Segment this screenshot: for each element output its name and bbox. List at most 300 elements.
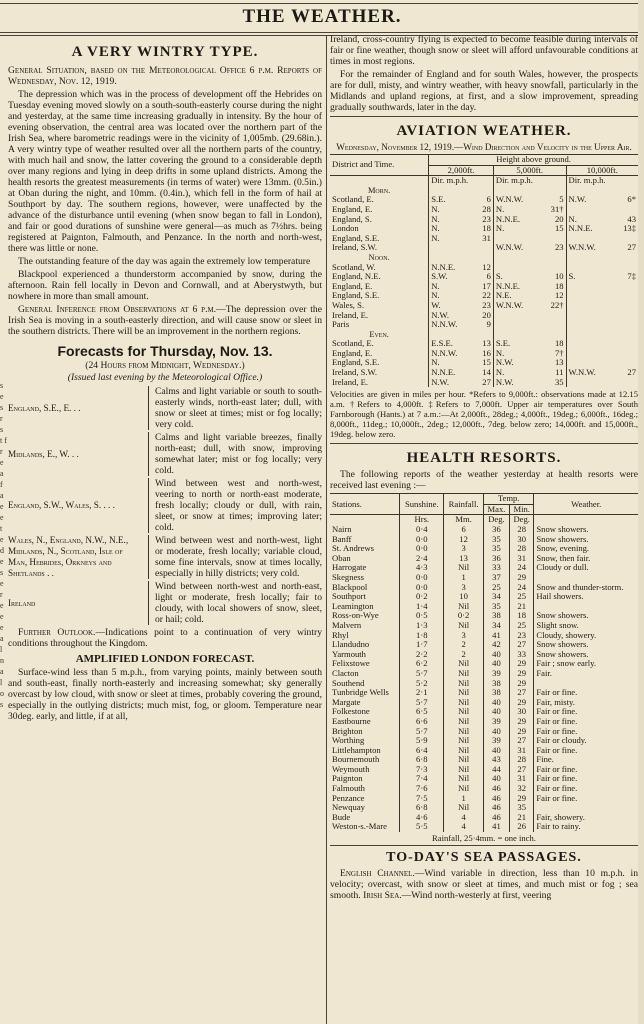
station-name: Eastbourne <box>332 715 371 726</box>
station-name: Falmouth <box>332 783 365 794</box>
forecast-region: England, S.E., E. . . <box>8 402 81 413</box>
station-name: Weston-s.-Mare <box>332 821 387 832</box>
page-title: THE WEATHER. <box>242 6 402 27</box>
sunshine: 1·7 <box>400 640 444 650</box>
rainfall: 10 <box>444 592 484 602</box>
forecast-issued: (Issued last evening by the Meteorological Office.) <box>67 372 263 383</box>
wind-direction: N.W. <box>493 378 540 388</box>
wind-direction: N.N.W. <box>429 349 474 359</box>
wind-speed: 18 <box>554 280 564 291</box>
wind-speed: 43 <box>627 213 636 224</box>
rainfall: Nil <box>444 717 484 727</box>
wind-direction: N. <box>429 205 474 215</box>
sunshine: 7·4 <box>400 774 444 784</box>
temp-min: 21 <box>509 602 533 612</box>
wind-direction: N. <box>429 215 474 225</box>
aviation-row <box>330 243 638 253</box>
weather-text: Fair or fine. <box>534 727 638 737</box>
wind-speed: 23 <box>482 213 491 224</box>
temp-max: 38 <box>483 679 509 689</box>
rainfall: Nil <box>444 669 484 679</box>
health-row <box>330 794 638 804</box>
station-name: Weymouth <box>332 763 370 774</box>
wind-direction: S.E. <box>493 339 540 349</box>
temp-max: 39 <box>483 717 509 727</box>
temp-max: 33 <box>483 563 509 573</box>
aviation-row <box>330 320 638 330</box>
station-name: Southport <box>332 591 366 602</box>
temp-max: 44 <box>483 765 509 775</box>
wind-direction: N.W. <box>566 195 613 205</box>
temp-min: 28 <box>509 755 533 765</box>
sunshine: 4·3 <box>400 563 444 573</box>
page-edge <box>638 0 644 1024</box>
weather-text: Fair or fine. <box>534 765 638 775</box>
outlook-text: —Indications point to a continuation of very wintry conditions throughout the Kingdom. <box>8 627 322 649</box>
aviation-group-label: Noon. <box>368 252 390 262</box>
station-name: Skegness <box>332 572 364 582</box>
health-row <box>330 631 638 641</box>
forecast-region: Ireland <box>8 597 36 608</box>
temp-min: 27 <box>509 688 533 698</box>
sunshine: 5·7 <box>400 669 444 679</box>
weather-text: Fair or fine. <box>534 717 638 727</box>
rainfall: 4 <box>444 822 484 832</box>
forecast-row <box>8 478 322 533</box>
sea-passages-heading: TO-DAY'S SEA PASSAGES. <box>386 850 582 866</box>
rainfall: Nil <box>444 765 484 775</box>
wind-direction: N. <box>429 234 474 244</box>
wind-direction: N.N.E. <box>493 282 540 292</box>
wind-speed: 15 <box>554 223 564 234</box>
wind-speed <box>613 349 638 359</box>
forecast-region: Wales, N., England, N.W., N.E., Midlands, N., Scotland, Isle of Man, Hebrides, Orkneys and Shetlands . . <box>8 535 129 578</box>
weather-text: Fair or fine. <box>534 707 638 717</box>
health-row <box>330 563 638 573</box>
rainfall: 3 <box>444 544 484 554</box>
wind-direction: S. <box>493 272 540 282</box>
temp-min: 30 <box>509 535 533 545</box>
sunshine: 5·7 <box>400 698 444 708</box>
temp-max: 36 <box>483 525 509 535</box>
station-name: Littlehampton <box>332 744 381 755</box>
wind-direction <box>566 311 613 321</box>
temp-min: 28 <box>509 544 533 554</box>
health-row <box>330 803 638 813</box>
column-divider <box>326 36 327 1024</box>
wind-direction <box>566 339 613 349</box>
aviation-district: Scotland, E. <box>332 194 374 205</box>
health-row <box>330 544 638 554</box>
wind-speed <box>613 291 638 301</box>
sunshine: 0·4 <box>400 525 444 535</box>
station-name: Paignton <box>332 773 363 784</box>
weather-text: Snow showers. <box>534 640 638 650</box>
general-inference <box>8 304 322 337</box>
unit-label: Mm. <box>444 515 484 525</box>
temp-min: 25 <box>509 592 533 602</box>
wind-speed: 6 <box>486 271 491 282</box>
temp-max: 25 <box>483 583 509 593</box>
aviation-row <box>330 378 638 388</box>
temp-max: 38 <box>483 688 509 698</box>
wind-direction: N.N.E. <box>429 263 474 273</box>
forecast-period: (24 Hours from Midnight, Wednesday.) <box>85 360 245 371</box>
sea-passages-text <box>330 868 638 901</box>
station-name: Brighton <box>332 725 363 736</box>
weather-text: Fair or fine. <box>534 688 638 698</box>
forecast-text: Wind between west and north-west, light or moderate, fresh locally; variable cloud, some fine intervals, snow at times locally, especially in hilly districts; very cold. <box>148 535 322 579</box>
forecast-region: Midlands, E., W. . . <box>8 448 79 459</box>
rainfall: Nil <box>444 621 484 631</box>
wind-direction <box>566 320 613 330</box>
situation-paragraph: The depression which was in the process of development off the Hebrides on Tuesday evening moved slowly on a south-south-easterly course during the night and yesterday, at the same time increasing gradually in intensity. By the hour of evening observation, the central area was located over the northern part of the Irish Sea, where barometric readings were in the vicinity of 1,005mb. (29.68in.). A very wintry type of weather resulted over all the northern parts of the country, with much hail and snow, the latter covering the ground to a considerable depth over many regions and lying in deep drifts in some upland districts. Among the health resorts the greatest measurements (in terms of water) were 13mm. (0.5in.) at Oban during the night, and 10mm. (0.4in.), which fell in the form of hail at Southport by day. The southern regions, however, were unaffected by the advance of the disturbance until evening (when snow began to fall in London), and fair or good durations of sunshine were general—as much as 7½hrs. being registered at Paignton, Falmouth, and Penzance. In the north and north-west, there was little or none. <box>8 89 322 254</box>
health-heading: HEALTH RESORTS. <box>406 450 562 467</box>
station-name: Bude <box>332 811 351 822</box>
title-rule <box>0 32 644 33</box>
wind-speed: 6 <box>486 194 491 205</box>
wind-direction: N. <box>493 368 540 378</box>
wind-speed: 15 <box>482 357 491 368</box>
weather-text: Snow showers. <box>534 650 638 660</box>
wind-direction: N. <box>429 282 474 292</box>
max-header: Max. <box>483 504 509 515</box>
wind-direction: W.N.W. <box>493 301 540 311</box>
wind-direction <box>566 301 613 311</box>
temp-max: 40 <box>483 650 509 660</box>
adjacent-column-fragment: s e s r s t f r e a f a e e t e d e s e r e e e a l n a l o s <box>0 381 7 709</box>
health-table-body <box>330 525 638 832</box>
aviation-district: Ireland, S.W. <box>332 242 378 253</box>
sunshine: 0·2 <box>400 592 444 602</box>
weather-text: Fair, misty. <box>534 698 638 708</box>
aviation-district: England, S. <box>332 213 372 224</box>
rainfall: 6 <box>444 525 484 535</box>
wind-speed: 20 <box>554 213 564 224</box>
weather-text: Fair or fine. <box>534 794 638 804</box>
rainfall: 1 <box>444 794 484 804</box>
aviation-heading: AVIATION WEATHER. <box>396 123 572 139</box>
rainfall: 0·2 <box>444 611 484 621</box>
forecast-row <box>8 386 322 430</box>
wind-direction: N. <box>429 291 474 301</box>
health-row <box>330 525 638 535</box>
aviation-subheading: Wednesday, November 12, 1919.—Wind Direction and Velocity in the Upper Air. <box>336 142 632 152</box>
forecast-text: Wind between west and north-west, veering to north or north-east moderate, fresh locally; cloudy or dull, with rain, sleet, or snow at times; improving later; cold. <box>148 478 322 533</box>
wind-direction <box>429 243 474 253</box>
inference-lead: General Inference from Observations at 6 p.m. <box>18 304 217 315</box>
temp-min: 31 <box>509 746 533 756</box>
wind-speed: 22† <box>550 299 564 310</box>
wind-speed: 6* <box>627 194 636 205</box>
further-outlook <box>8 627 322 649</box>
wind-direction: S.W. <box>429 272 474 282</box>
wind-speed: 20 <box>482 309 491 320</box>
station-name: Nairn <box>332 524 352 535</box>
sunshine: 5·9 <box>400 736 444 746</box>
rainfall: Nil <box>444 774 484 784</box>
temp-min: 35 <box>509 803 533 813</box>
outlook-lead: Further Outlook. <box>18 627 96 638</box>
aviation-district: London <box>332 223 359 234</box>
wind-speed: 23 <box>554 242 564 253</box>
temp-min: 31 <box>509 774 533 784</box>
station-name: Folkestone <box>332 706 370 717</box>
temp-max: 35 <box>483 544 509 554</box>
sunshine: 6·8 <box>400 803 444 813</box>
forecast-text: Wind between north-west and north-east, light or moderate, fresh locally; fair to cloudy, with local showers of snow, sleet, or hail; cold. <box>148 581 322 625</box>
temp-min: 23 <box>509 631 533 641</box>
temp-min: 28 <box>509 525 533 535</box>
wind-speed <box>613 301 638 311</box>
aviation-intro: Ireland, cross-country flying is expected to become feasible during intervals of fair or fine weather, though snow or sleet will afford unfavourable conditions at times in most regions. <box>330 34 638 67</box>
district-header: District and Time. <box>330 155 429 176</box>
station-name: Southend <box>332 677 365 688</box>
forecast-text: Calms and light variable breezes, finally north-east; dull, with snow, improving somewhat later; mist or fog locally; very cold. <box>148 432 322 476</box>
wind-speed <box>613 339 638 349</box>
forecast-row <box>8 535 322 579</box>
wind-speed: 7‡ <box>627 271 636 282</box>
rainfall: Nil <box>444 803 484 813</box>
weather-text: Fair or fine. <box>534 784 638 794</box>
temp-max: 39 <box>483 736 509 746</box>
sunshine: 4·6 <box>400 813 444 823</box>
rainfall: Nil <box>444 688 484 698</box>
station-name: Margate <box>332 696 361 707</box>
unit-label: Hrs. <box>400 515 444 525</box>
wind-speed: 18 <box>554 338 564 349</box>
rainfall: Nil <box>444 727 484 737</box>
wind-speed: 13‡ <box>623 223 636 234</box>
forecast-row <box>8 581 322 625</box>
temp-max: 43 <box>483 755 509 765</box>
wind-direction: W. <box>429 301 474 311</box>
sunshine: 0·0 <box>400 583 444 593</box>
wind-speed: 31† <box>550 203 564 214</box>
london-forecast-text: Surface-wind less than 5 m.p.h., from varying points, mainly between south and south-east, finally north-easterly and increasing somewhat; sky generally overcast by low cloud, with snow or sleet at times, probably covering the ground, especially in the outlying districts; much mist, fog, or gloom. Temperature near 30deg. early, and little, if at all, <box>8 667 322 722</box>
temp-max: 37 <box>483 573 509 583</box>
unit-label: Dir. m.p.h. <box>429 176 494 186</box>
temp-max: 41 <box>483 631 509 641</box>
aviation-district: England, S.E. <box>332 357 380 368</box>
temp-max: 40 <box>483 727 509 737</box>
temp-max: 46 <box>483 813 509 823</box>
health-row <box>330 640 638 650</box>
temp-min: 32 <box>509 784 533 794</box>
station-name: Leamington <box>332 600 374 611</box>
rainfall: Nil <box>444 707 484 717</box>
wind-speed: 31 <box>482 232 491 243</box>
weather-text: Fair. <box>534 669 638 679</box>
wind-direction: N. <box>493 205 540 215</box>
wind-speed: 27 <box>627 367 636 378</box>
health-row <box>330 707 638 717</box>
station-name: Banff <box>332 533 352 544</box>
wind-direction: N.W. <box>429 378 474 388</box>
temp-max: 40 <box>483 774 509 784</box>
station-name: Malvern <box>332 619 362 630</box>
weather-text: Snow showers. <box>534 535 638 545</box>
level-header: 10,000ft. <box>566 165 638 176</box>
sunshine: 6·8 <box>400 755 444 765</box>
temp-max: 46 <box>483 803 509 813</box>
wind-speed: 14 <box>482 367 491 378</box>
sunshine: 1·8 <box>400 631 444 641</box>
aviation-district: Paris <box>332 319 350 330</box>
health-row <box>330 554 638 564</box>
aviation-note: Velocities are given in miles per hour. *Refers to 9,000ft.: observations made at 12.15 a.m. †Refers to 4,000ft. ‡Refers to 7,000ft. Upper air temperatures over South Farnborough (Hants.) at 7 a.m.:—At 2,000ft., 28deg.; 4,000ft., 19deg.; 6,000ft., 16deg.; 8,000ft., 11deg.; 10,000ft., 2deg.; 12,000ft., 7deg. below zero; 14,000ft. and 15,000ft., 19deg. below zero. <box>330 389 638 440</box>
general-situation-lead: General Situation, based on the Meteorological Office 6 p.m. Reports of Wednesday, Nov. 12, 1919. <box>8 65 322 87</box>
wind-speed <box>613 320 638 330</box>
level-header: 2,000ft. <box>429 165 494 176</box>
station-name: Newquay <box>332 802 365 813</box>
sunshine: 7·6 <box>400 784 444 794</box>
forecast-text: Calms and light variable or south to south-easterly winds, north-east later; dull, with snow or sleet at times; mist or fog locally; very cold. <box>148 386 322 430</box>
weather-text: Snow, then fair. <box>534 554 638 564</box>
wind-direction <box>493 320 540 330</box>
height-header: Height above ground. <box>429 155 638 166</box>
weather-text: Fair ; snow early. <box>534 659 638 669</box>
temp-max: 34 <box>483 592 509 602</box>
rainfall: 12 <box>444 535 484 545</box>
wind-direction <box>566 282 613 292</box>
temp-min: 27 <box>509 736 533 746</box>
wind-speed: 9 <box>486 319 491 330</box>
station-header: Stations. <box>330 494 400 515</box>
temp-min: 18 <box>509 611 533 621</box>
aviation-district: Ireland, S.W. <box>332 367 378 378</box>
temp-max: 40 <box>483 659 509 669</box>
irish-sea-text: —Wind north-westerly at first, veering <box>401 890 552 902</box>
temp-min: 29 <box>509 717 533 727</box>
wind-speed: 12 <box>482 261 491 272</box>
weather-text: Cloudy, showery. <box>534 631 638 641</box>
sunshine: 0·0 <box>400 535 444 545</box>
aviation-intro: For the remainder of England and for south Wales, however, the prospects are for dull, misty, and wintry weather, with heavy snowfall, particularly in the Midlands and upland regions, at first, and a slow improvement, spreading gradually southwards, later in the day. <box>330 69 638 113</box>
temp-min: 29 <box>509 794 533 804</box>
weather-text: Cloudy or dull. <box>534 563 638 573</box>
temp-min: 29 <box>509 679 533 689</box>
weather-text: Fair to rainy. <box>534 822 638 832</box>
wind-speed: 35 <box>554 376 564 387</box>
section-rule <box>330 116 638 117</box>
rainfall: Nil <box>444 746 484 756</box>
health-row <box>330 688 638 698</box>
health-intro: The following reports of the weather yesterday at health resorts were received last evening :— <box>330 469 638 492</box>
temp-min: 29 <box>509 698 533 708</box>
temp-max: 42 <box>483 640 509 650</box>
wind-direction: W.N.W. <box>566 368 613 378</box>
top-rule <box>0 3 644 4</box>
health-row <box>330 583 638 593</box>
health-row <box>330 659 638 669</box>
wind-speed: 17 <box>482 280 491 291</box>
temp-min: 26 <box>509 822 533 832</box>
health-row <box>330 592 638 602</box>
weather-text: Fine. <box>534 755 638 765</box>
unit-label: Dir. m.p.h. <box>566 176 638 186</box>
weather-text: Hail showers. <box>534 592 638 602</box>
sunshine: 5·2 <box>400 679 444 689</box>
rainfall: Nil <box>444 659 484 669</box>
station-name: Oban <box>332 552 351 563</box>
weather-text: Fair or cloudy. <box>534 736 638 746</box>
sunshine: 6·5 <box>400 707 444 717</box>
aviation-district: England, E. <box>332 280 373 291</box>
aviation-table <box>330 154 638 387</box>
wind-direction: N.W. <box>429 311 474 321</box>
forecast-row <box>8 432 322 476</box>
temp-max: 34 <box>483 621 509 631</box>
section-rule <box>330 443 638 444</box>
wind-direction <box>566 291 613 301</box>
aviation-district: Ireland, E. <box>332 309 369 320</box>
temp-max: 35 <box>483 535 509 545</box>
aviation-district: Ireland, E. <box>332 376 369 387</box>
station-name: Tunbridge Wells <box>332 687 389 698</box>
min-header: Min. <box>509 504 533 515</box>
temp-min: 29 <box>509 659 533 669</box>
temp-min: 29 <box>509 573 533 583</box>
rainfall: 13 <box>444 554 484 564</box>
health-row <box>330 765 638 775</box>
health-row <box>330 774 638 784</box>
aviation-district: Scotland, W. <box>332 261 376 272</box>
wind-direction: N.N.E. <box>493 215 540 225</box>
weather-text: Fair or fine. <box>534 746 638 756</box>
sunshine: 1·4 <box>400 602 444 612</box>
wind-speed: 23 <box>482 299 491 310</box>
aviation-group-label: Morn. <box>367 185 391 195</box>
aviation-district: England, E. <box>332 347 373 358</box>
situation-paragraph: Blackpool experienced a thunderstorm accompanied by snow, during the afternoon. Rain fell locally in Devon and Cornwall, and at Aberystwyth, but nowhere in more than small amount. <box>8 269 322 302</box>
temp-min: 24 <box>509 583 533 593</box>
health-row <box>330 611 638 621</box>
temp-max: 46 <box>483 784 509 794</box>
wind-speed: 11 <box>555 367 564 378</box>
aviation-district: England, S.E. <box>332 290 380 301</box>
temp-max: 35 <box>483 602 509 612</box>
station-name: Ross-on-Wye <box>332 610 379 621</box>
wind-direction <box>566 349 613 359</box>
unit-label: Deg. <box>483 515 509 525</box>
wind-direction: W.N.W. <box>493 243 540 253</box>
aviation-group-row <box>330 186 638 196</box>
wind-speed: 10 <box>554 271 564 282</box>
wind-direction: N.E. <box>493 291 540 301</box>
aviation-table-body <box>330 186 638 387</box>
wind-direction: N. <box>493 349 540 359</box>
wintry-type-heading: A VERY WINTRY TYPE. <box>71 44 259 60</box>
sunshine: 2·2 <box>400 650 444 660</box>
station-name: Penzance <box>332 792 365 803</box>
wind-speed: 5 <box>559 194 564 205</box>
wind-speed <box>474 243 493 253</box>
rainfall: 2 <box>444 640 484 650</box>
rain-header: Rainfall. <box>444 494 484 515</box>
weather-text: Fair or fine. <box>534 774 638 784</box>
general-situation <box>8 65 322 87</box>
weather-text: Snow showers. <box>534 525 638 535</box>
aviation-district: Wales, S. <box>332 299 365 310</box>
health-table <box>330 493 638 832</box>
weather-text: Snow and thunder-storm. <box>534 583 638 593</box>
right-column <box>330 34 638 1024</box>
weather-text: Fair, showery. <box>534 813 638 823</box>
station-name: Blackpool <box>332 581 368 592</box>
sunshine: 2·4 <box>400 554 444 564</box>
temp-max: 39 <box>483 669 509 679</box>
